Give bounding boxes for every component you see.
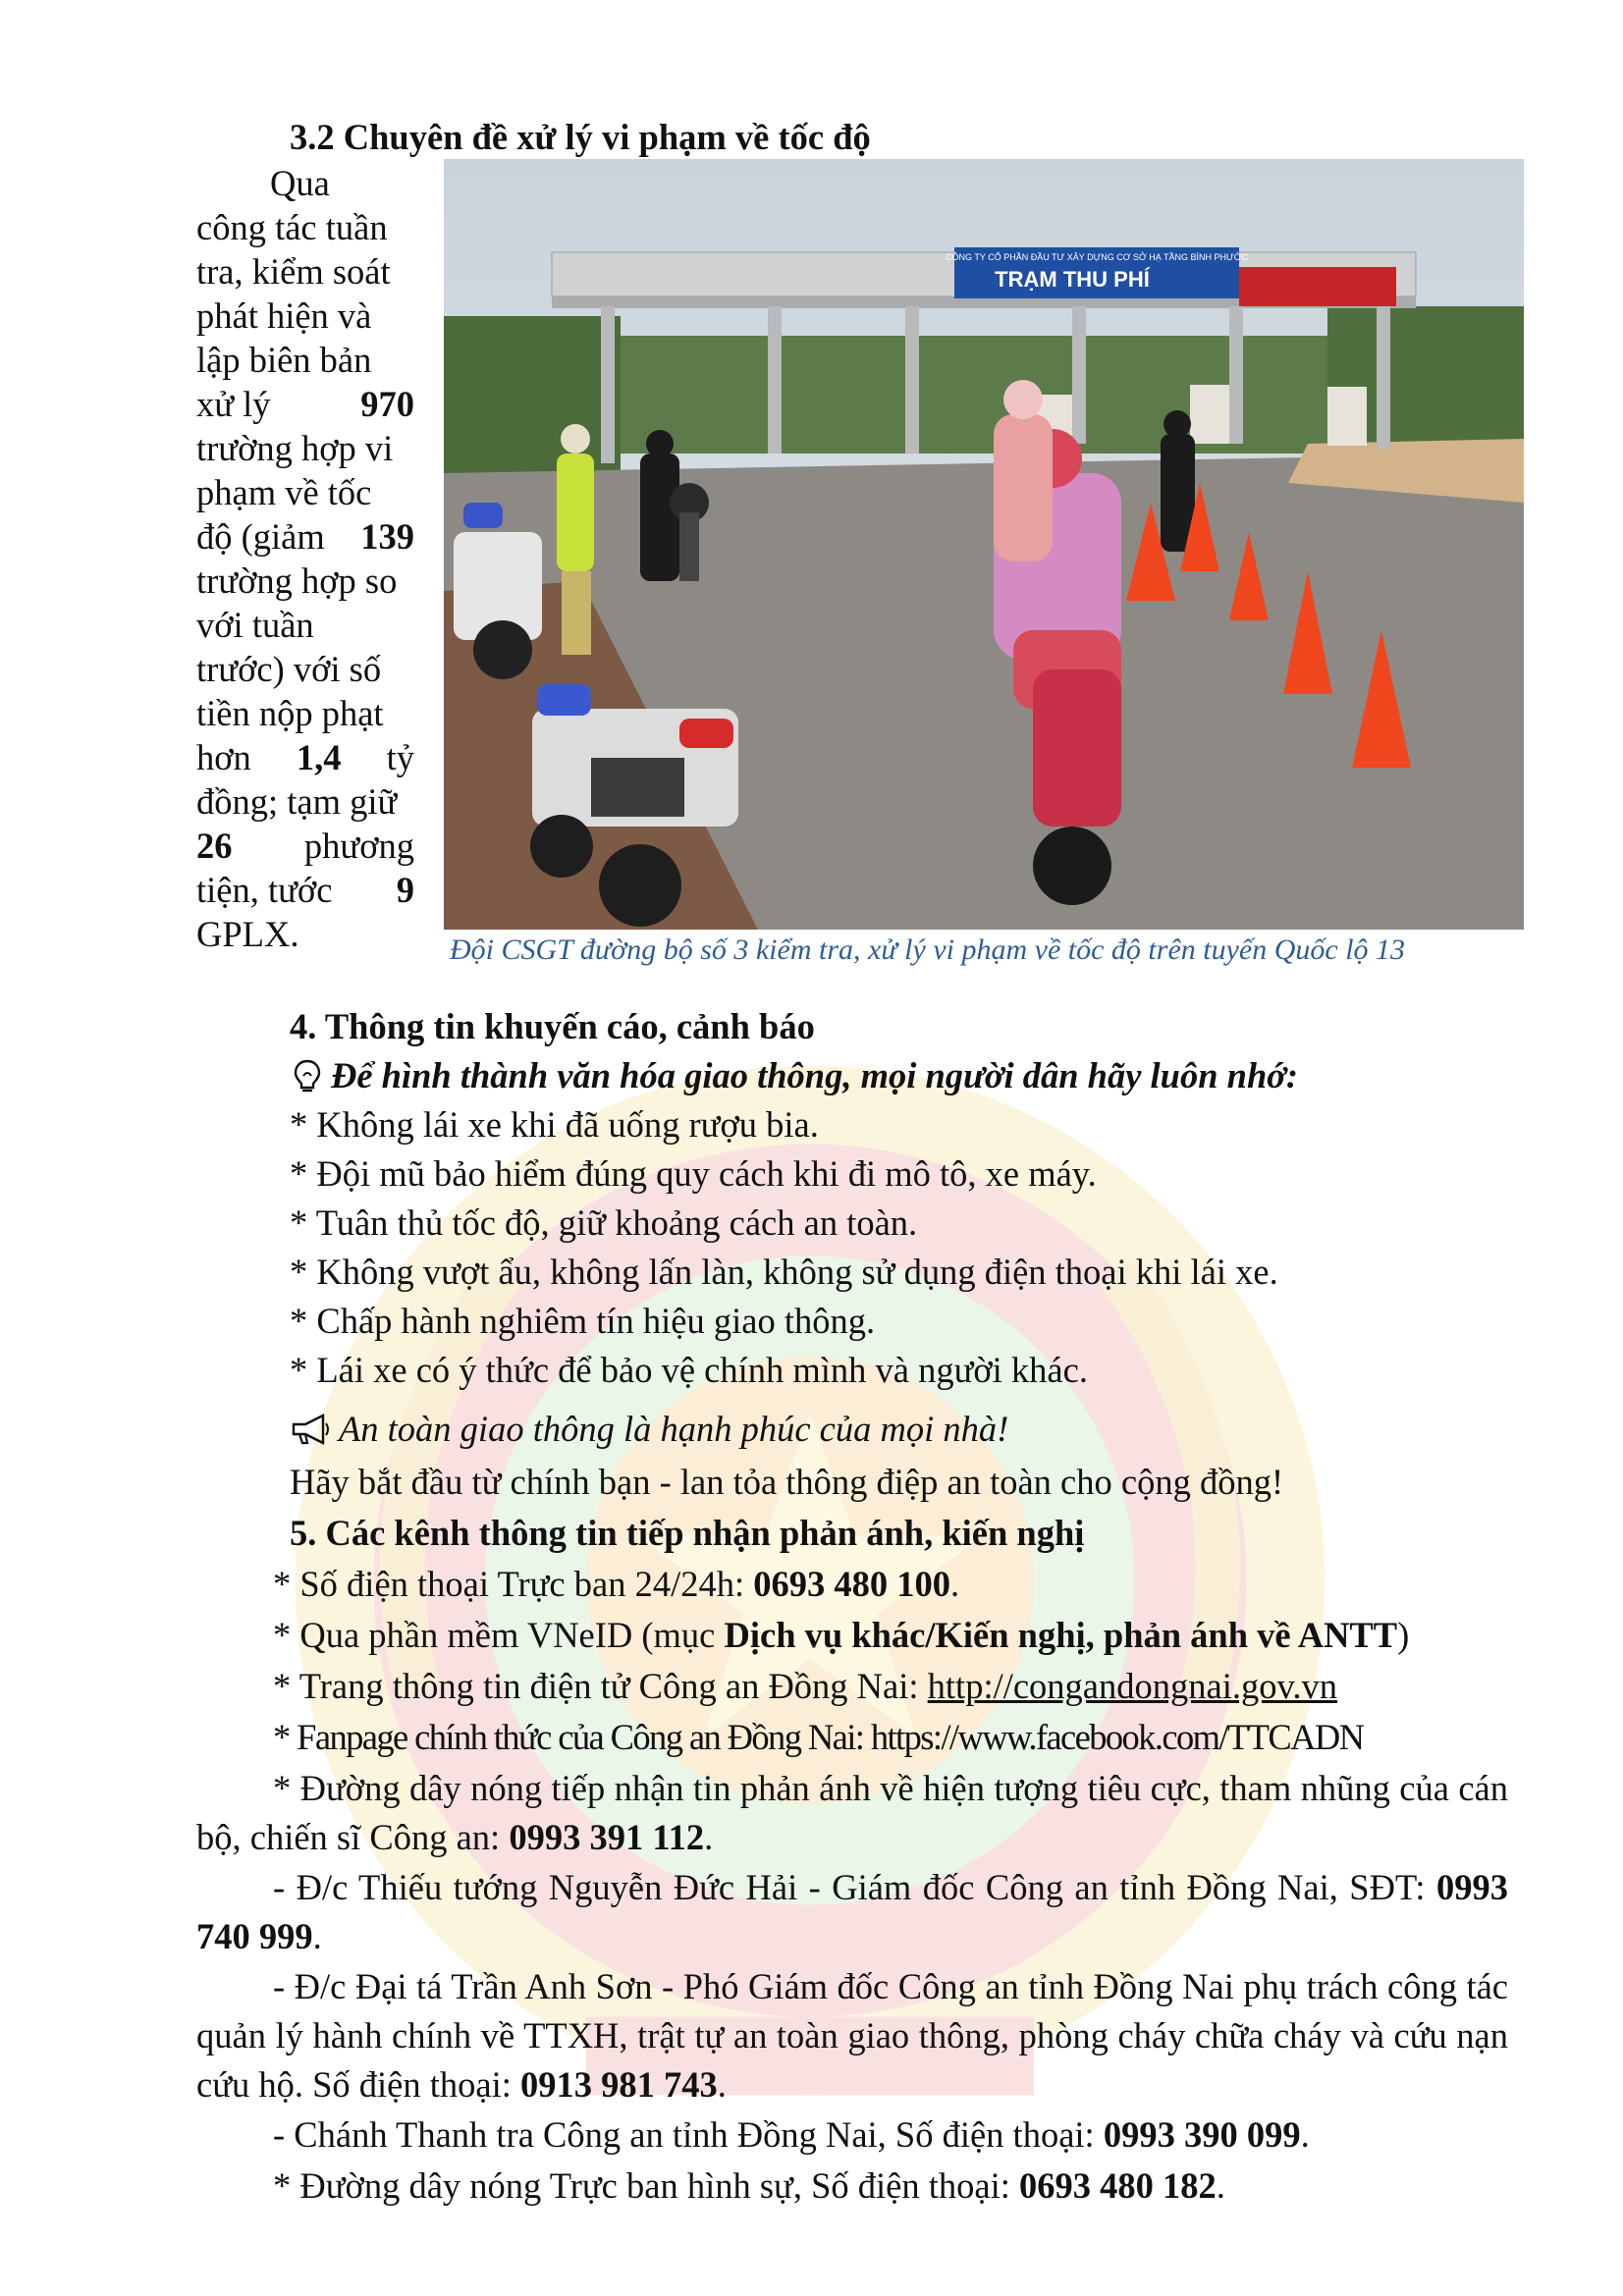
advisory-item: * Lái xe có ý thức để bảo vệ chính mình và người khác.	[290, 1350, 1088, 1390]
website-link[interactable]: http://congandongnai.gov.vn	[927, 1666, 1337, 1706]
period: .	[717, 2064, 727, 2105]
para-text: phát hiện và	[196, 295, 372, 336]
section-4-subheading	[290, 1054, 1298, 1097]
director-label: - Đ/c Thiếu tướng Nguyễn Đức Hải - Giám đốc Công an tỉnh Đồng Nai, SĐT:	[273, 1867, 1436, 1907]
lightbulb-icon	[290, 1058, 325, 1094]
advisory-item: * Tuân thủ tốc độ, giữ khoảng cách an toàn.	[290, 1202, 918, 1243]
corruption-label: * Đường dây nóng tiếp nhận tin phản ánh về hiện tượng tiêu cực, tham nhũng của cán bộ, chiến sĩ Công an:	[196, 1768, 1508, 1857]
vneid-line	[273, 1614, 1409, 1657]
megaphone-icon	[290, 1412, 333, 1447]
para-text: trước) với số	[196, 649, 382, 689]
section-3-2-heading: 3.2 Chuyên đề xử lý vi phạm về tốc độ	[290, 117, 871, 157]
photo-caption: Đội CSGT đường bộ số 3 kiểm tra, xử lý vi phạm về tốc độ trên tuyến Quốc lộ 13	[450, 934, 1406, 966]
para-text: Qua	[270, 163, 330, 203]
toll-sign-title: TRẠM THU PHÍ	[995, 267, 1150, 292]
para-text: tiền nộp phạt	[196, 693, 384, 733]
inspector-contact	[273, 2113, 1310, 2157]
vehicle-count: 26	[196, 826, 233, 866]
criminal-number: 0693 480 182	[1018, 2165, 1217, 2206]
para-text: hơn	[196, 737, 251, 777]
fine-amount: 1,4	[296, 737, 342, 777]
fanpage-line: * Fanpage chính thức của Công an Đồng Nai: https://www.facebook.com/TTCADN	[273, 1717, 1364, 1757]
advisory-item: * Chấp hành nghiêm tín hiệu giao thông.	[290, 1301, 876, 1341]
inspector-number: 0993 390 099	[1103, 2114, 1301, 2155]
section-5-heading: 5. Các kênh thông tin tiếp nhận phản ánh, kiến nghị	[290, 1513, 1085, 1553]
checkpoint-photo	[444, 159, 1524, 930]
advisory-item: * Không lái xe khi đã uống rượu bia.	[290, 1104, 819, 1145]
para-text: đồng; tạm giữ	[196, 781, 398, 822]
speed-violation-paragraph	[196, 161, 414, 956]
corruption-number: 0993 391 112	[509, 1817, 705, 1857]
para-text: với tuần	[196, 605, 314, 645]
corruption-hotline	[196, 1764, 1508, 1862]
para-text: độ (giảm	[196, 516, 325, 557]
period: .	[949, 1564, 960, 1604]
para-text: tra, kiểm soát	[196, 251, 391, 292]
section-4-heading: 4. Thông tin khuyến cáo, cảnh báo	[290, 1006, 815, 1046]
para-text: trường hợp vi	[196, 428, 394, 468]
decrease-count: 139	[360, 516, 414, 557]
para-text: lập biên bản	[196, 340, 372, 380]
para-text: trường hợp so	[196, 561, 398, 601]
slogan	[290, 1408, 1008, 1451]
advisory-item: * Đội mũ bảo hiểm đúng quy cách khi đi mô tô, xe máy.	[290, 1153, 1097, 1194]
para-text: phạm về tốc	[196, 472, 372, 512]
para-text: phương	[303, 826, 414, 866]
para-text: GPLX.	[196, 914, 299, 954]
para-text: tiện, tước	[196, 870, 333, 910]
slogan-2: Hãy bắt đầu từ chính bạn - lan tỏa thông điệp an toàn cho cộng đồng!	[290, 1462, 1284, 1502]
deputy-number: 0913 981 743	[520, 2064, 718, 2105]
hotline-line	[273, 1563, 959, 1606]
deputy-contact	[196, 1962, 1508, 2109]
violation-count: 970	[360, 384, 414, 424]
period: .	[312, 1916, 322, 1956]
para-text: công tác tuần	[196, 207, 388, 247]
vneid-service: Dịch vụ khác/Kiến nghị, phản ánh về ANTT	[724, 1615, 1398, 1655]
hotline-number: 0693 480 100	[753, 1564, 950, 1604]
para-text: tỷ	[386, 737, 414, 777]
period: .	[1216, 2165, 1225, 2206]
criminal-hotline	[273, 2164, 1225, 2208]
deputy-label: - Đ/c Đại tá Trần Anh Sơn - Phó Giám đốc Công an tỉnh Đồng Nai phụ trách công tác quản lý hành chính về TTXH, trật tự an toàn giao thông, phòng cháy chữa cháy và cứu nạn cứu hộ. Số điện thoại:	[196, 1966, 1508, 2105]
slogan-text: An toàn giao thông là hạnh phúc của mọi nhà!	[339, 1409, 1009, 1449]
period: .	[1300, 2114, 1310, 2155]
para-text: xử lý	[196, 384, 271, 424]
toll-sign-company: CÔNG TY CỔ PHẦN ĐẦU TƯ XÂY DỰNG CƠ SỞ HẠ TẦNG BÌNH PHƯỚC	[946, 252, 1248, 262]
director-number: 0993 740 999	[196, 1867, 1508, 1956]
criminal-label: * Đường dây nóng Trực ban hình sự, Số điện thoại:	[273, 2165, 1019, 2206]
website-line	[273, 1665, 1337, 1708]
director-contact	[196, 1863, 1508, 1961]
license-count: 9	[396, 870, 414, 910]
website-label: * Trang thông tin điện tử Công an Đồng Nai:	[273, 1666, 928, 1706]
advisory-item: * Không vượt ẩu, không lấn làn, không sử dụng điện thoại khi lái xe.	[290, 1252, 1278, 1292]
inspector-label: - Chánh Thanh tra Công an tỉnh Đồng Nai, Số điện thoại:	[273, 2114, 1104, 2155]
hotline-label: * Số điện thoại Trực ban 24/24h:	[273, 1564, 754, 1604]
subheading-text: Để hình thành văn hóa giao thông, mọi người dân hãy luôn nhớ:	[331, 1055, 1299, 1095]
period: .	[704, 1817, 714, 1857]
vneid-label: * Qua phần mềm VNeID (mục	[273, 1615, 725, 1655]
vneid-suffix: )	[1397, 1615, 1410, 1655]
